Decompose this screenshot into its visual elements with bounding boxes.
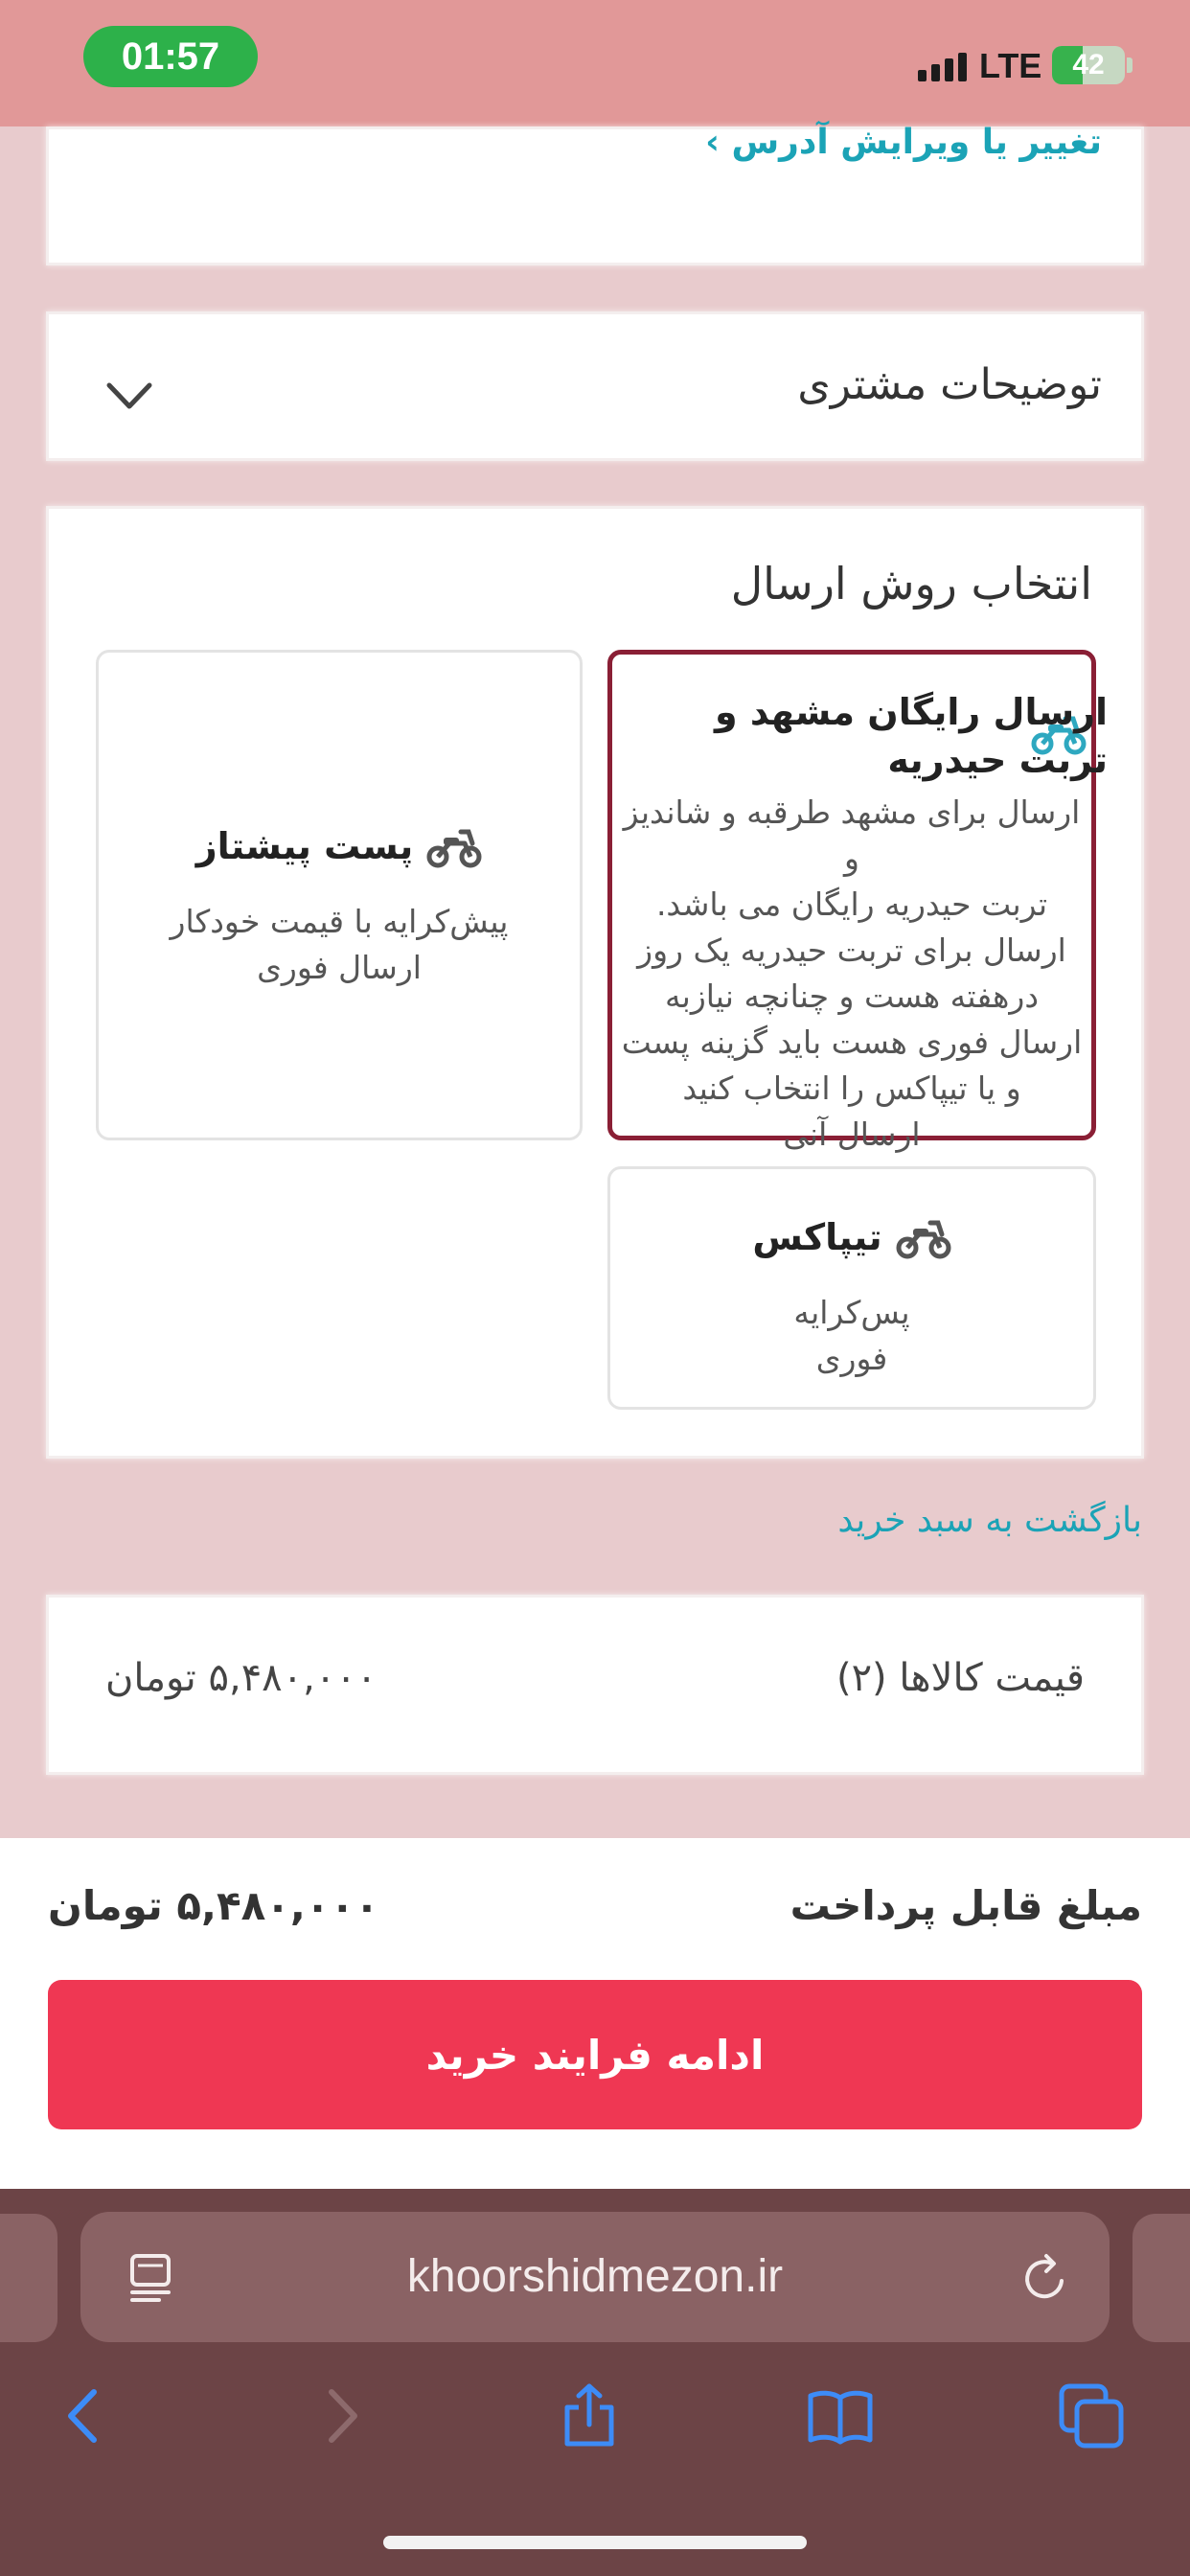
description-line: پیش‌کرایه با قیمت خودکار — [170, 903, 509, 940]
payable-amount-value: ۵,۴۸۰,۰۰۰ تومان — [48, 1882, 379, 1929]
shipping-method-title: انتخاب روش ارسال — [730, 558, 1092, 610]
description-line: پس‌کرایه — [793, 1294, 910, 1331]
shipping-option-description — [613, 790, 1090, 1158]
url-text[interactable]: khoorshidmezon.ir — [406, 2251, 784, 2302]
battery-cap — [1127, 58, 1133, 73]
share-icon[interactable] — [556, 2382, 623, 2450]
items-price-value: ۵,۴۸۰,۰۰۰ تومان — [105, 1656, 378, 1700]
previous-tab-peek[interactable] — [0, 2214, 57, 2342]
motorbike-icon — [896, 1215, 951, 1259]
shipping-option-title: پست پیشتاز — [195, 825, 414, 867]
description-line: ارسال برای مشهد طرقبه و شاندیز و — [623, 794, 1081, 877]
shipping-option-description — [607, 1290, 1096, 1382]
description-line: ارسال آنی — [783, 1116, 921, 1153]
network-type: LTE — [979, 46, 1042, 85]
description-line: فوری — [815, 1340, 888, 1377]
battery-level: 42 — [1072, 49, 1105, 80]
description-line: درهفته هست و چنانچه نیازبه — [664, 978, 1040, 1015]
chevron-down-icon[interactable] — [105, 381, 153, 410]
description-line: ارسال فوری هست باید گزینه پست — [621, 1024, 1083, 1061]
back-icon[interactable] — [50, 2382, 117, 2450]
next-tab-peek[interactable] — [1133, 2214, 1190, 2342]
payable-amount-label: مبلغ قابل پرداخت — [790, 1882, 1142, 1929]
reader-icon[interactable] — [126, 2252, 174, 2304]
home-indicator — [383, 2536, 807, 2549]
cellular-signal-icon — [918, 53, 968, 81]
forward-icon[interactable] — [309, 2382, 376, 2450]
description-line: ارسال برای تربت حیدریه یک روز — [637, 932, 1066, 969]
shipping-option-header — [607, 1213, 1096, 1261]
shipping-option-title: تیپاکس — [752, 1216, 882, 1258]
customer-notes-label: توضیحات مشتری — [797, 360, 1102, 409]
bookmarks-icon[interactable] — [807, 2382, 874, 2450]
description-line: تربت حیدریه رایگان می باشد. — [655, 886, 1048, 923]
shipping-option-header — [96, 822, 583, 870]
description-line: ارسال فوری — [257, 949, 422, 986]
reload-icon[interactable] — [1018, 2252, 1071, 2306]
description-line: و یا تیپاکس را انتخاب کنید — [682, 1070, 1021, 1107]
battery-icon — [1052, 46, 1125, 84]
tabs-icon[interactable] — [1058, 2382, 1125, 2450]
motorbike-icon — [426, 824, 482, 868]
status-time: 01:57 — [83, 26, 258, 87]
shipping-option-title: ارسال رایگان مشهد و تربت حیدریه — [714, 691, 1108, 781]
shipping-option-description — [96, 899, 583, 991]
items-price-label: قیمت کالاها (۲) — [835, 1656, 1085, 1700]
change-address-link[interactable]: تغییر یا ویرایش آدرس › — [705, 123, 1102, 162]
back-to-cart-link[interactable]: بازگشت به سبد خرید — [837, 1501, 1142, 1540]
continue-checkout-button[interactable]: ادامه فرایند خرید — [48, 1980, 1142, 2129]
shipping-option-pishtaz[interactable] — [96, 650, 583, 1140]
